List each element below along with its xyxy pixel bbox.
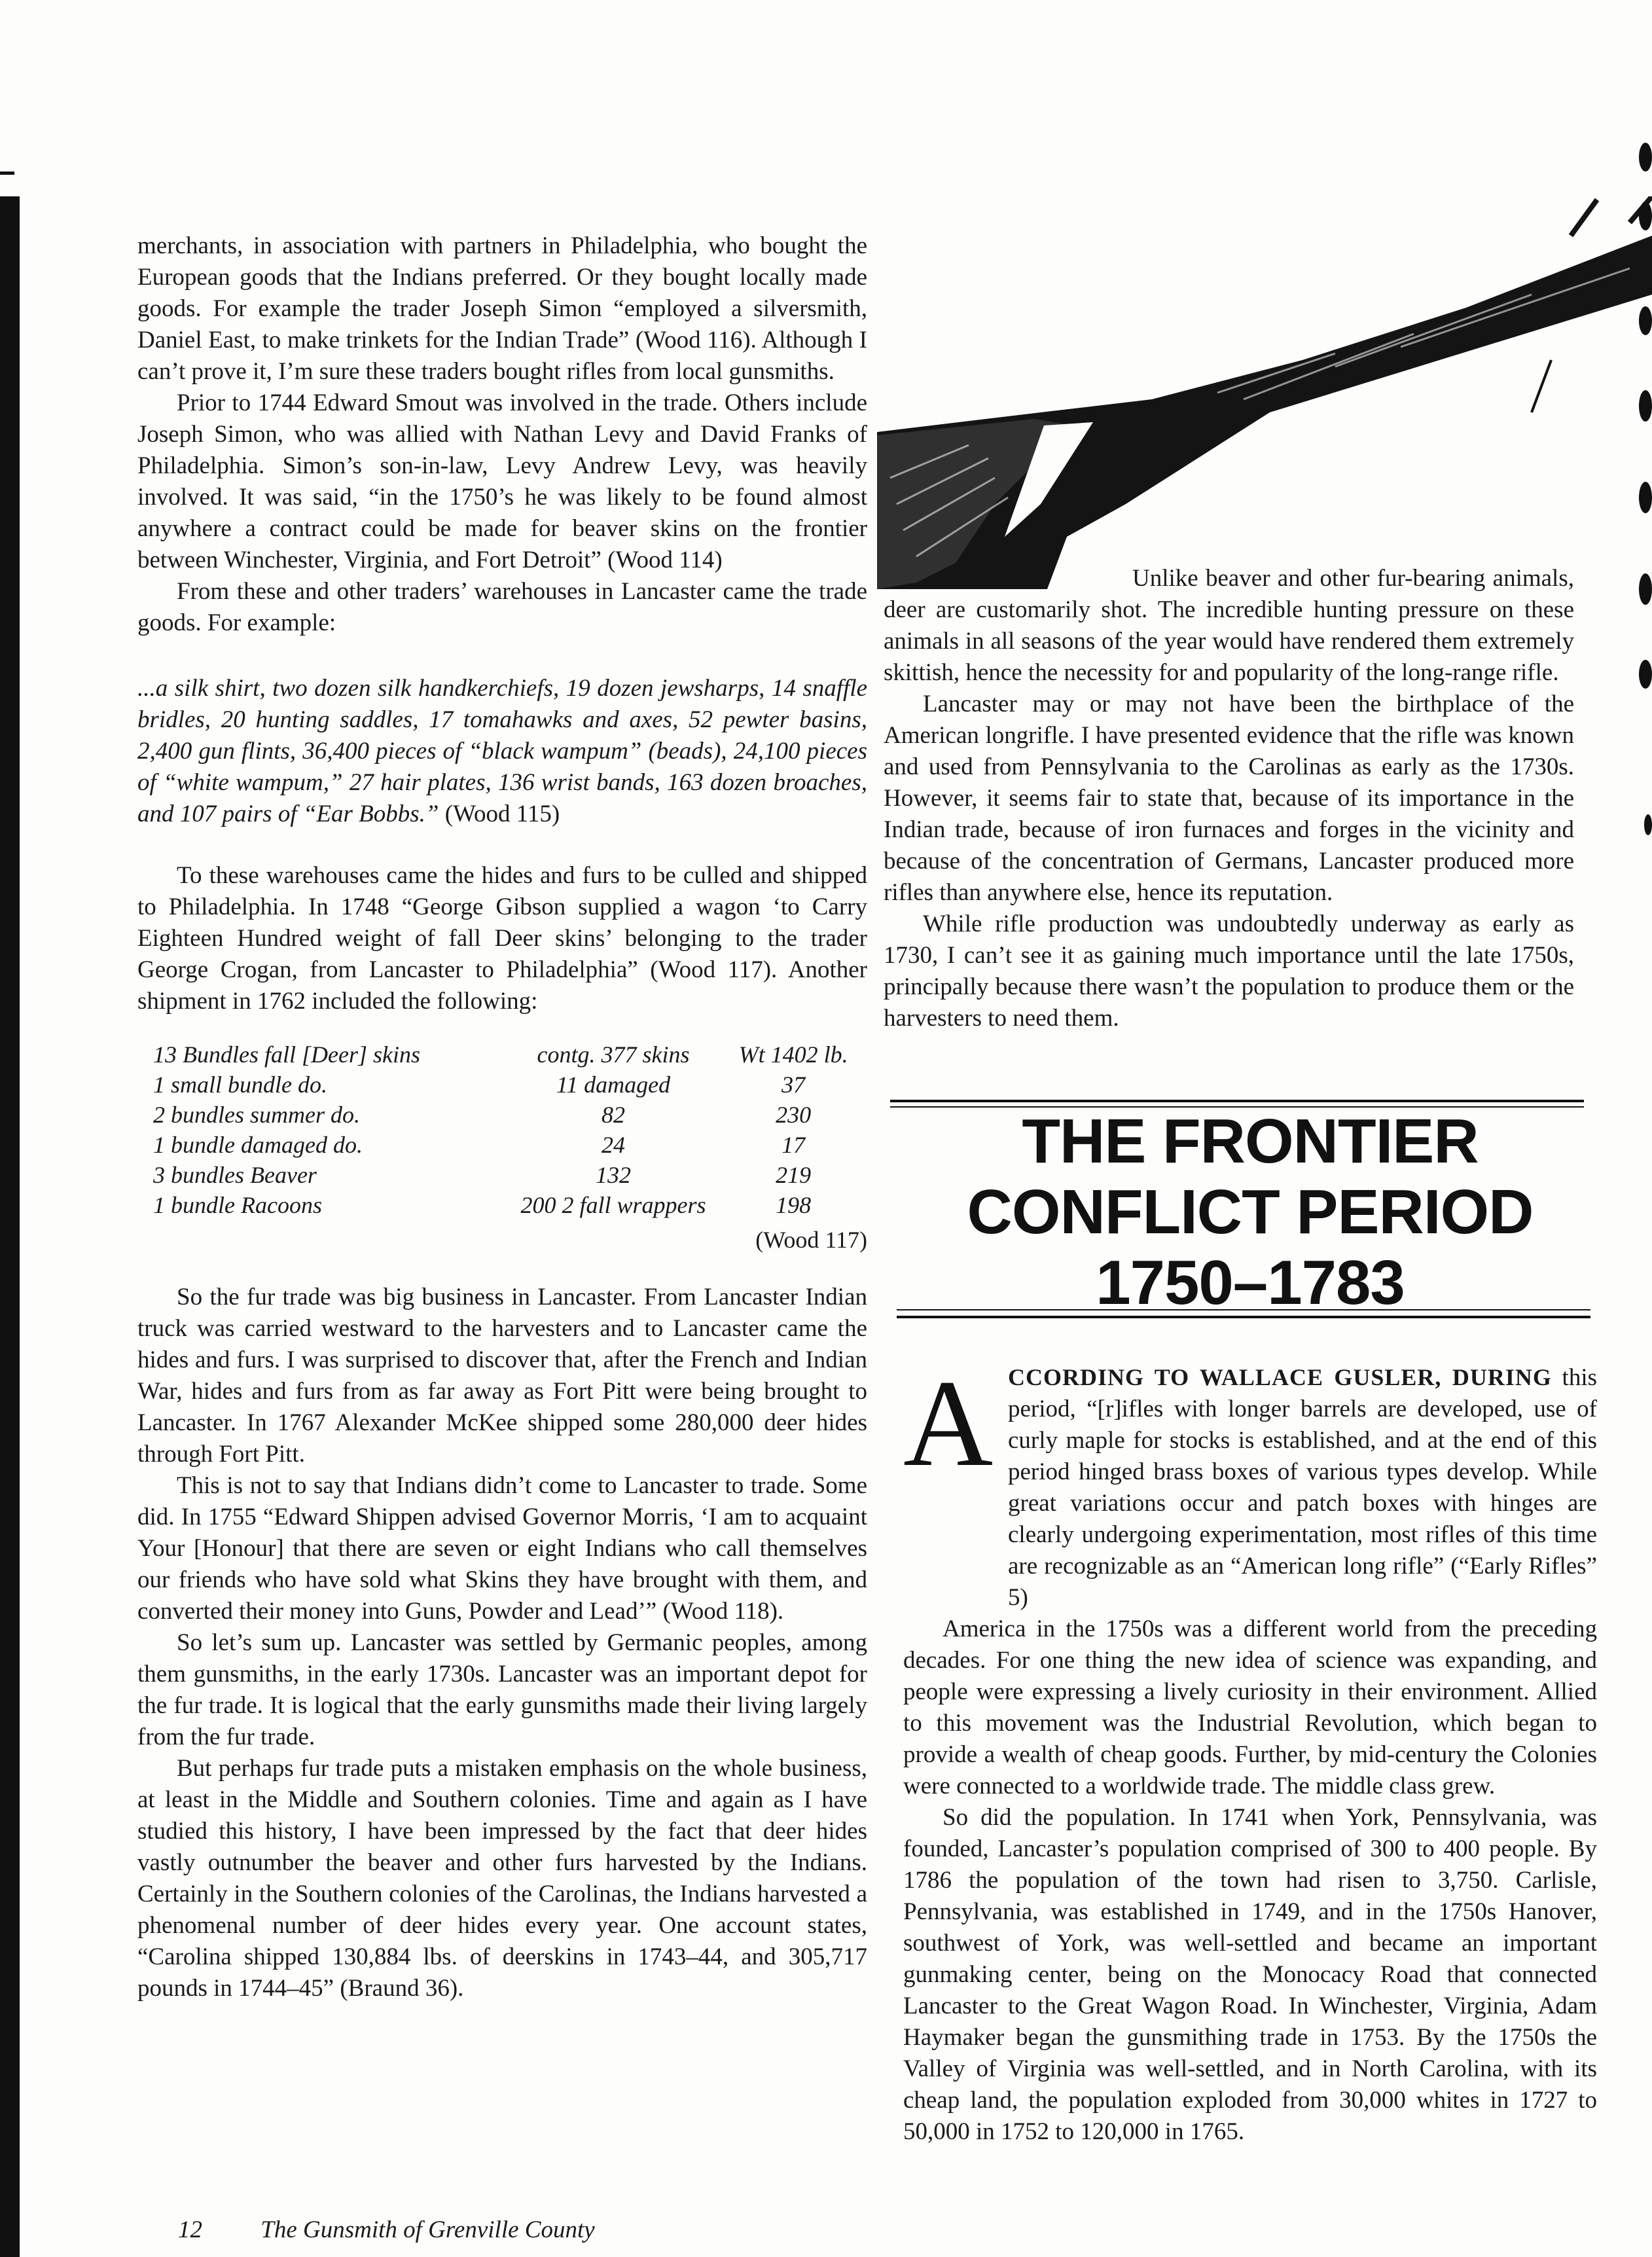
shipment-row <box>153 1070 860 1100</box>
paragraph: merchants, in association with partners in Philadelphia, who bought the European goods that the Indians preferred. Or they bought locally made goods. For example the trader Joseph Simon “employed a silversmith, Daniel East, to make trinkets for the Indian Trade” (Wood 116). Although I can’t prove it, I’m sure these traders bought rifles from local gunsmiths. <box>137 232 867 385</box>
shipment-cell: 11 damaged <box>556 1072 671 1098</box>
lead-text: this period, “[r]ifles with longer barrels are developed, use of curly maple for stocks is established, and at the end of this period hinged brass boxes of various types develop. While great variations occur and patch boxes with hinges are clearly undergoing experimentation, most rifles of this time are recognizable as an “American long rifle” (“Early Rifles” 5) <box>1008 1364 1598 1611</box>
paragraph: While rifle production was undoubtedly underway as early as 1730, I can’t see it as gaining much importance until the late 1750s, principally because there wasn’t the population to produce them or the harvesters to need them. <box>884 911 1574 1032</box>
shipment-cell: 200 2 fall wrappers <box>520 1192 706 1218</box>
quote-text: ...a silk shirt, two dozen silk handkerchiefs, 19 dozen jewsharps, 14 snaffle bridles, 20 hunting saddles, 17 tomahawks and axes, 52 pewter basins, 2,400 gun flints, 36,400 pieces of “black wampum” (beads), 24,100 pieces of “white wampum,” 27 hair plates, 136 wrist bands, 163 dozen broaches, and 107 pairs of “Ear Bobbs.” <box>137 675 867 827</box>
paragraph: But perhaps fur trade puts a mistaken emphasis on the whole business, at least in the Middle and Southern colonies. Time and again as I have studied this history, I have been impressed by the fact that deer hides vastly outnumber the beaver and other furs harvested by the Indians. Certainly in the Southern colonies of the Carolinas, the Indians harvested a phenomenal number of deer hides every year. One account states, “Carolina shipped 130,884 lbs. of deerskins in 1743–44, and 305,717 pounds in 1744–45” (Braund 36). <box>137 1755 867 2002</box>
shipment-row <box>153 1100 860 1130</box>
heading-rule-bottom-thin <box>897 1309 1590 1310</box>
shipment-cell: 37 <box>781 1072 806 1098</box>
left-column <box>137 230 867 2004</box>
paragraph: This is not to say that Indians didn’t come to Lancaster to trade. Some did. In 1755 “Edward Shippen advised Governor Morris, ‘I am to acquaint Your [Honour] that there are seven or eight Indians who call themselves our friends who have sold what Skins they have brought with them, and converted their money into Guns, Powder and Lead’” (Wood 118). <box>137 1472 867 1625</box>
shipment-cell: 230 <box>776 1102 812 1128</box>
paragraph: Lancaster may or may not have been the birthplace of the American longrifle. I have presented evidence that the rifle was known and used from Pennsylvania to the Carolinas as early as the 1730s. However, it seems fair to state that, because of its importance in the Indian trade, because of iron furnaces and forges in the vicinity and because of the concentration of Germans, Lancaster produced more rifles than anywhere else, hence its reputation. <box>884 691 1574 906</box>
block-quote <box>137 673 867 830</box>
lead-caps: CCORDING TO WALLACE GUSLER, DURING <box>1008 1364 1552 1390</box>
paragraph: Prior to 1744 Edward Smout was involved in the trade. Others include Joseph Simon, who was allied with Nathan Levy and David Franks of Philadelphia. Simon’s son-in-law, Levy Andrew Levy, was heavily involved. It was said, “in the 1750’s he was likely to be found almost anywhere a contract could be made for beaver skins on the frontier between Winchester, Virginia, and Fort Detroit” (Wood 114) <box>137 389 867 573</box>
heading-rule-bottom <box>897 1316 1590 1318</box>
quote-source: (Wood 115) <box>444 801 560 827</box>
shipment-cell: 3 bundles Beaver <box>153 1162 317 1188</box>
paragraph: So did the population. In 1741 when York, Pennsylvania, was founded, Lancaster’s population comprised of 300 to 400 people. By 1786 the population of the town had risen to 3,750. Carlisle, Pennsylvania, was established in 1749, and in the 1750s Hanover, southwest of York, was well-settled and became an important gunmaking center, being on the Monocacy Road that connected Lancaster to the Great Wagon Road. In Winchester, Virginia, Adam Haymaker began the gunsmithing trade in 1753. By the 1750s the Valley of Virginia was well-settled, and in North Carolina, with its cheap land, the population exploded from 30,000 whites in 1727 to 50,000 in 1752 to 120,000 in 1765. <box>903 1804 1597 2145</box>
shipment-row <box>153 1190 860 1220</box>
shipment-cell: 24 <box>602 1132 625 1158</box>
shipment-row <box>153 1160 860 1190</box>
shipment-row <box>153 1039 860 1070</box>
heading-line-3: 1750–1783 <box>1096 1248 1405 1318</box>
heading-line-1: THE FRONTIER <box>1022 1106 1479 1176</box>
page-number: 12 <box>178 2216 202 2243</box>
shipment-cell: 132 <box>596 1162 631 1188</box>
scan-binding-edge <box>0 196 20 2257</box>
shipment-table <box>153 1039 860 1220</box>
scan-edge-marks <box>1626 131 1652 851</box>
rifle-illustration <box>877 196 1652 589</box>
lead-paragraph-start <box>1008 1362 1597 1614</box>
shipment-cell: Wt 1402 lb. <box>738 1041 848 1068</box>
paragraph: From these and other traders’ warehouses in Lancaster came the trade goods. For example: <box>137 578 867 636</box>
shipment-cell: 2 bundles summer do. <box>153 1102 360 1128</box>
margin-mark <box>0 172 14 175</box>
drop-cap: A <box>903 1355 994 1492</box>
paragraph: To these warehouses came the hides and furs to be culled and shipped to Philadelphia. In 1748 “George Gibson supplied a wagon ‘to Carry Eighteen Hundred weight of fall Deer skins’ belonging to the trader George Crogan, from Lancaster to Philadelphia” (Wood 117). Another shipment in 1762 included the following: <box>137 862 867 1015</box>
shipment-cell: 82 <box>602 1102 625 1128</box>
shipment-cell: 1 small bundle do. <box>153 1072 327 1098</box>
heading-rule-top <box>890 1100 1584 1102</box>
shipment-cell: 17 <box>781 1132 806 1158</box>
shipment-cell: 219 <box>776 1162 812 1188</box>
shipment-cell: 13 Bundles fall [Deer] skins <box>153 1041 420 1068</box>
paragraph: So let’s sum up. Lancaster was settled by Germanic peoples, among them gunsmiths, in the early 1730s. Lancaster was an important depot for the fur trade. It is logical that the early gunsmiths made their living largely from the fur trade. <box>137 1629 867 1750</box>
right-bottom-column <box>903 1355 1598 2148</box>
shipment-cell: 1 bundle Racoons <box>153 1192 322 1218</box>
paragraph: Unlike beaver and other fur-bearing animals, deer are customarily shot. The incredible hunting pressure on these animals in all seasons of the year would have rendered them extremely skittish, hence the necessity for and popularity of the long-range rifle. <box>884 565 1574 686</box>
shipment-cell: 1 bundle damaged do. <box>153 1132 363 1158</box>
right-top-column <box>884 563 1574 1034</box>
section-heading <box>897 1106 1604 1318</box>
paragraph: So the fur trade was big business in Lancaster. From Lancaster Indian truck was carried westward to the harvesters and to Lancaster came the hides and furs. I was surprised to discover that, after the French and Indian War, hides and furs from as far away as Fort Pitt were being brought to Lancaster. In 1767 Alexander McKee shipped some 280,000 deer hides through Fort Pitt. <box>137 1284 867 1468</box>
shipment-cell: contg. 377 skins <box>537 1041 690 1068</box>
heading-line-2: CONFLICT PERIOD <box>967 1177 1534 1247</box>
paragraph: America in the 1750s was a different world from the preceding decades. For one thing the new idea of science was expanding, and people were expressing a lively curiosity in their environment. Allied to this movement was the Industrial Revolution, which began to provide a wealth of cheap goods. Further, by mid-century the Colonies were connected to a worldwide trade. The middle class grew. <box>903 1616 1597 1799</box>
shipment-source: (Wood 117) <box>755 1227 867 1253</box>
shipment-cell: 198 <box>776 1192 812 1218</box>
page-footer <box>178 2216 595 2244</box>
shipment-row <box>153 1130 860 1160</box>
book-title: The Gunsmith of Grenville County <box>260 2216 595 2243</box>
